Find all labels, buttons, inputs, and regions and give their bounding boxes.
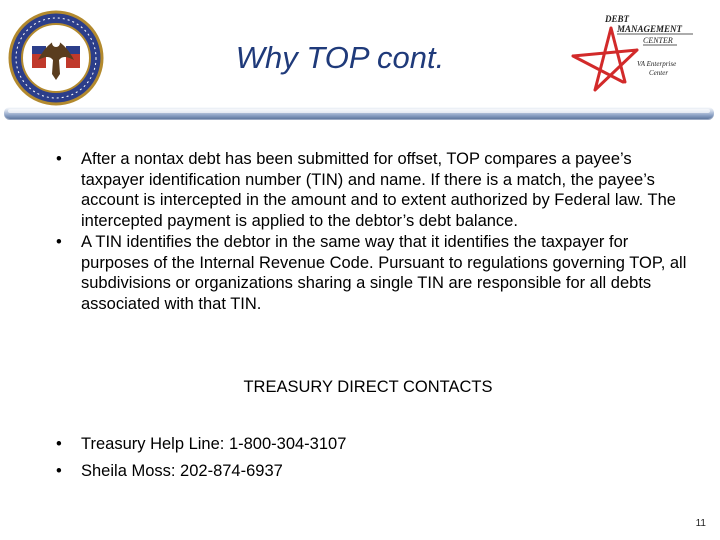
page-title: Why TOP cont.: [235, 40, 445, 75]
header-divider: [4, 107, 714, 119]
bullet-list: [56, 149, 696, 315]
list-item: • After a nontax debt has been submitted for offset, TOP compares a payee’s taxpayer identification number (TIN) and name. If there is a match, the payee’s account is intercepted in the amount and to extent authorized by Federal law. The intercepted payment is applied to the debtor’s debt balance.: [56, 149, 696, 232]
svg-text:MANAGEMENT: MANAGEMENT: [617, 24, 683, 34]
svg-text:VA Enterprise: VA Enterprise: [637, 60, 677, 68]
svg-text:DEBT: DEBT: [605, 14, 630, 24]
svg-text:CENTER: CENTER: [643, 36, 673, 45]
svg-text:Center: Center: [649, 69, 669, 77]
contacts-heading: TREASURY DIRECT CONTACTS: [243, 378, 493, 396]
va-seal-icon: [8, 10, 104, 106]
contact-item: • Sheila Moss: 202-874-6937: [56, 458, 696, 485]
page-number: 11: [695, 518, 706, 529]
contact-item: • Treasury Help Line: 1-800-304-3107: [56, 431, 696, 458]
contacts-list: [56, 431, 696, 485]
debt-management-center-logo: [565, 10, 705, 95]
list-item: • A TIN identifies the debtor in the same way that it identifies the taxpayer for purposes of the Internal Revenue Code. Pursuant to regulations governing TOP, all subdivisions or organizations sharing a single TIN are responsible for all debts associated with that TIN.: [56, 232, 696, 315]
